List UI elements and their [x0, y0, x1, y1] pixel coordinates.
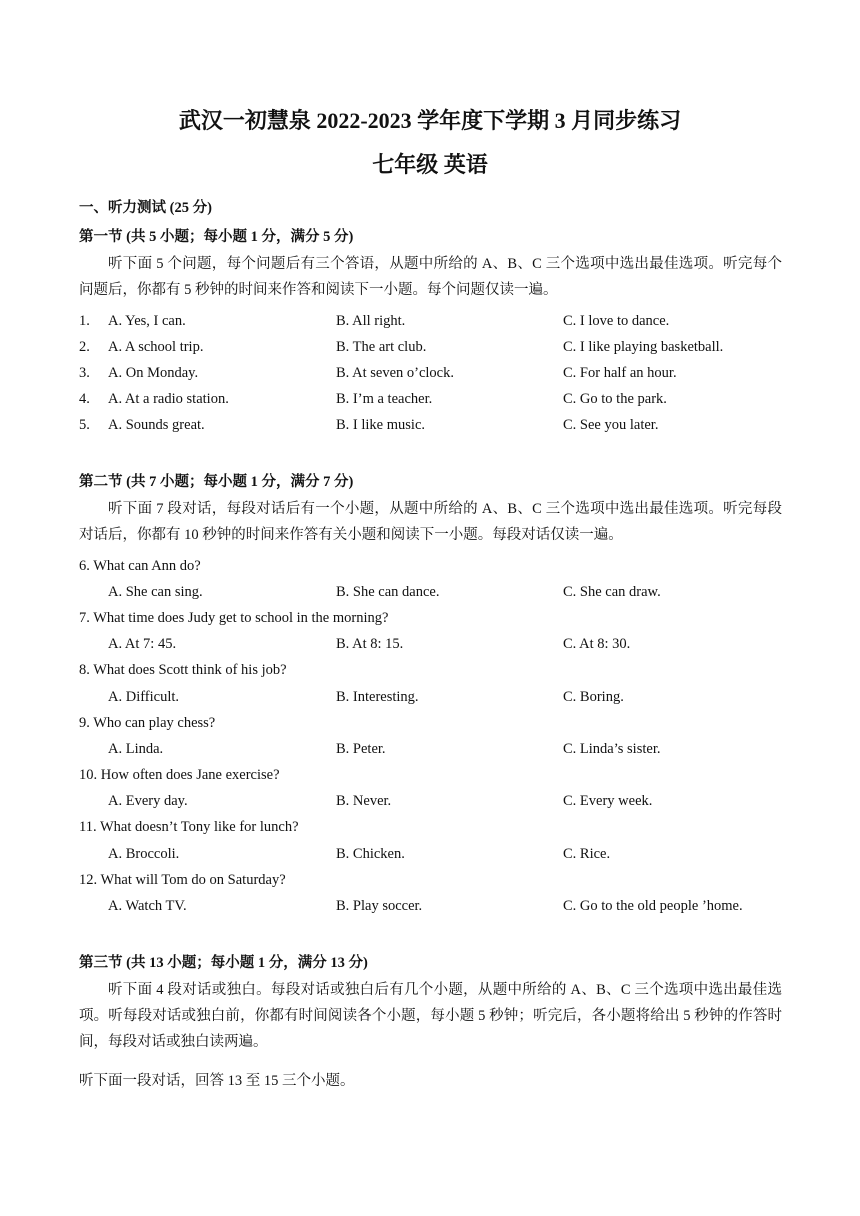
option-a: A. On Monday. — [108, 365, 199, 381]
option-a: A. Watch TV. — [108, 898, 187, 914]
page-subtitle: 七年级 英语 — [372, 152, 488, 177]
option-c: C. She can draw. — [563, 584, 661, 600]
option-a: A. She can sing. — [108, 584, 203, 600]
option-c: C. Go to the park. — [563, 391, 667, 407]
question-text: 11. What doesn’t Tony like for lunch? — [79, 819, 299, 835]
question-number: 4. — [79, 391, 90, 407]
question-number: 3. — [79, 365, 90, 381]
question-text: 12. What will Tom do on Saturday? — [79, 872, 286, 888]
option-b: B. She can dance. — [336, 584, 440, 600]
section3-heading: 第三节 (共 13 小题；每小题 1 分，满分 13 分) — [79, 955, 368, 971]
section1-instructions: 听下面 5 个问题，每个问题后有三个答语，从题中所给的 A、B、C 三个选项中选出最佳选项。听完每个问题后，你都有 5 秒钟的时间来作答和阅读下一小题。每个问题仅读一遍。 — [79, 256, 782, 298]
question-text: 7. What time does Judy get to school in the morning? — [79, 610, 389, 626]
question-text: 10. How often does Jane exercise? — [79, 767, 280, 783]
option-a: A. Broccoli. — [108, 846, 180, 862]
option-b: B. At seven o’clock. — [336, 365, 454, 381]
page-title: 武汉一初慧泉 2022-2023 学年度下学期 3 月同步练习 — [178, 108, 682, 133]
section1-heading: 第一节 (共 5 小题；每小题 1 分，满分 5 分) — [79, 229, 354, 245]
option-b: B. Interesting. — [336, 689, 419, 705]
option-c: C. Boring. — [563, 689, 624, 705]
option-c: C. I like playing basketball. — [563, 339, 724, 355]
option-a: A. Linda. — [108, 741, 164, 757]
option-c: C. Every week. — [563, 793, 653, 809]
option-c: C. For half an hour. — [563, 365, 677, 381]
section2-heading: 第二节 (共 7 小题；每小题 1 分，满分 7 分) — [79, 474, 354, 490]
section2-instructions: 听下面 7 段对话，每段对话后有一个小题，从题中所给的 A、B、C 三个选项中选出最佳选项。听完每段对话后，你都有 10 秒钟的时间来作答有关小题和阅读下一小题。每段对话仅读一遍。 — [79, 501, 782, 543]
option-a: A. Sounds great. — [108, 417, 205, 433]
option-c: C. I love to dance. — [563, 313, 670, 329]
option-a: A. Difficult. — [108, 689, 180, 705]
option-c: C. See you later. — [563, 417, 659, 433]
option-b: B. Never. — [336, 793, 392, 809]
option-a: A. At 7: 45. — [108, 636, 177, 652]
question-number: 1. — [79, 313, 90, 329]
question-text: 9. Who can play chess? — [79, 715, 216, 731]
option-b: B. At 8: 15. — [336, 636, 404, 652]
option-b: B. Chicken. — [336, 846, 405, 862]
option-c: C. Go to the old people ’home. — [563, 898, 743, 914]
option-c: C. At 8: 30. — [563, 636, 631, 652]
option-b: B. I like music. — [336, 417, 426, 433]
option-b: B. The art club. — [336, 339, 427, 355]
option-a: A. Every day. — [108, 793, 188, 809]
option-c: C. Rice. — [563, 846, 611, 862]
section3-instructions: 听下面 4 段对话或独白。每段对话或独白后有几个小题，从题中所给的 A、B、C 三个选项中选出最佳选项。听每段对话或独白前，你都有时间阅读各个小题，每小题 5 秒钟；听完后，各小题将给出 5 秒钟的作答时间，每段对话或独白读两遍。 — [79, 982, 782, 1050]
option-a: A. A school trip. — [108, 339, 204, 355]
option-a: A. Yes, I can. — [108, 313, 186, 329]
option-b: B. I’m a teacher. — [336, 391, 433, 407]
section3-lead: 听下面一段对话，回答 13 至 15 三个小题。 — [79, 1073, 355, 1089]
option-c: C. Linda’s sister. — [563, 741, 661, 757]
option-a: A. At a radio station. — [108, 391, 229, 407]
option-b: B. Peter. — [336, 741, 386, 757]
option-b: B. All right. — [336, 313, 406, 329]
question-text: 8. What does Scott think of his job? — [79, 662, 287, 678]
option-b: B. Play soccer. — [336, 898, 423, 914]
question-number: 2. — [79, 339, 90, 355]
question-text: 6. What can Ann do? — [79, 558, 201, 574]
part1-heading: 一、听力测试 (25 分) — [79, 200, 212, 216]
question-number: 5. — [79, 417, 90, 433]
